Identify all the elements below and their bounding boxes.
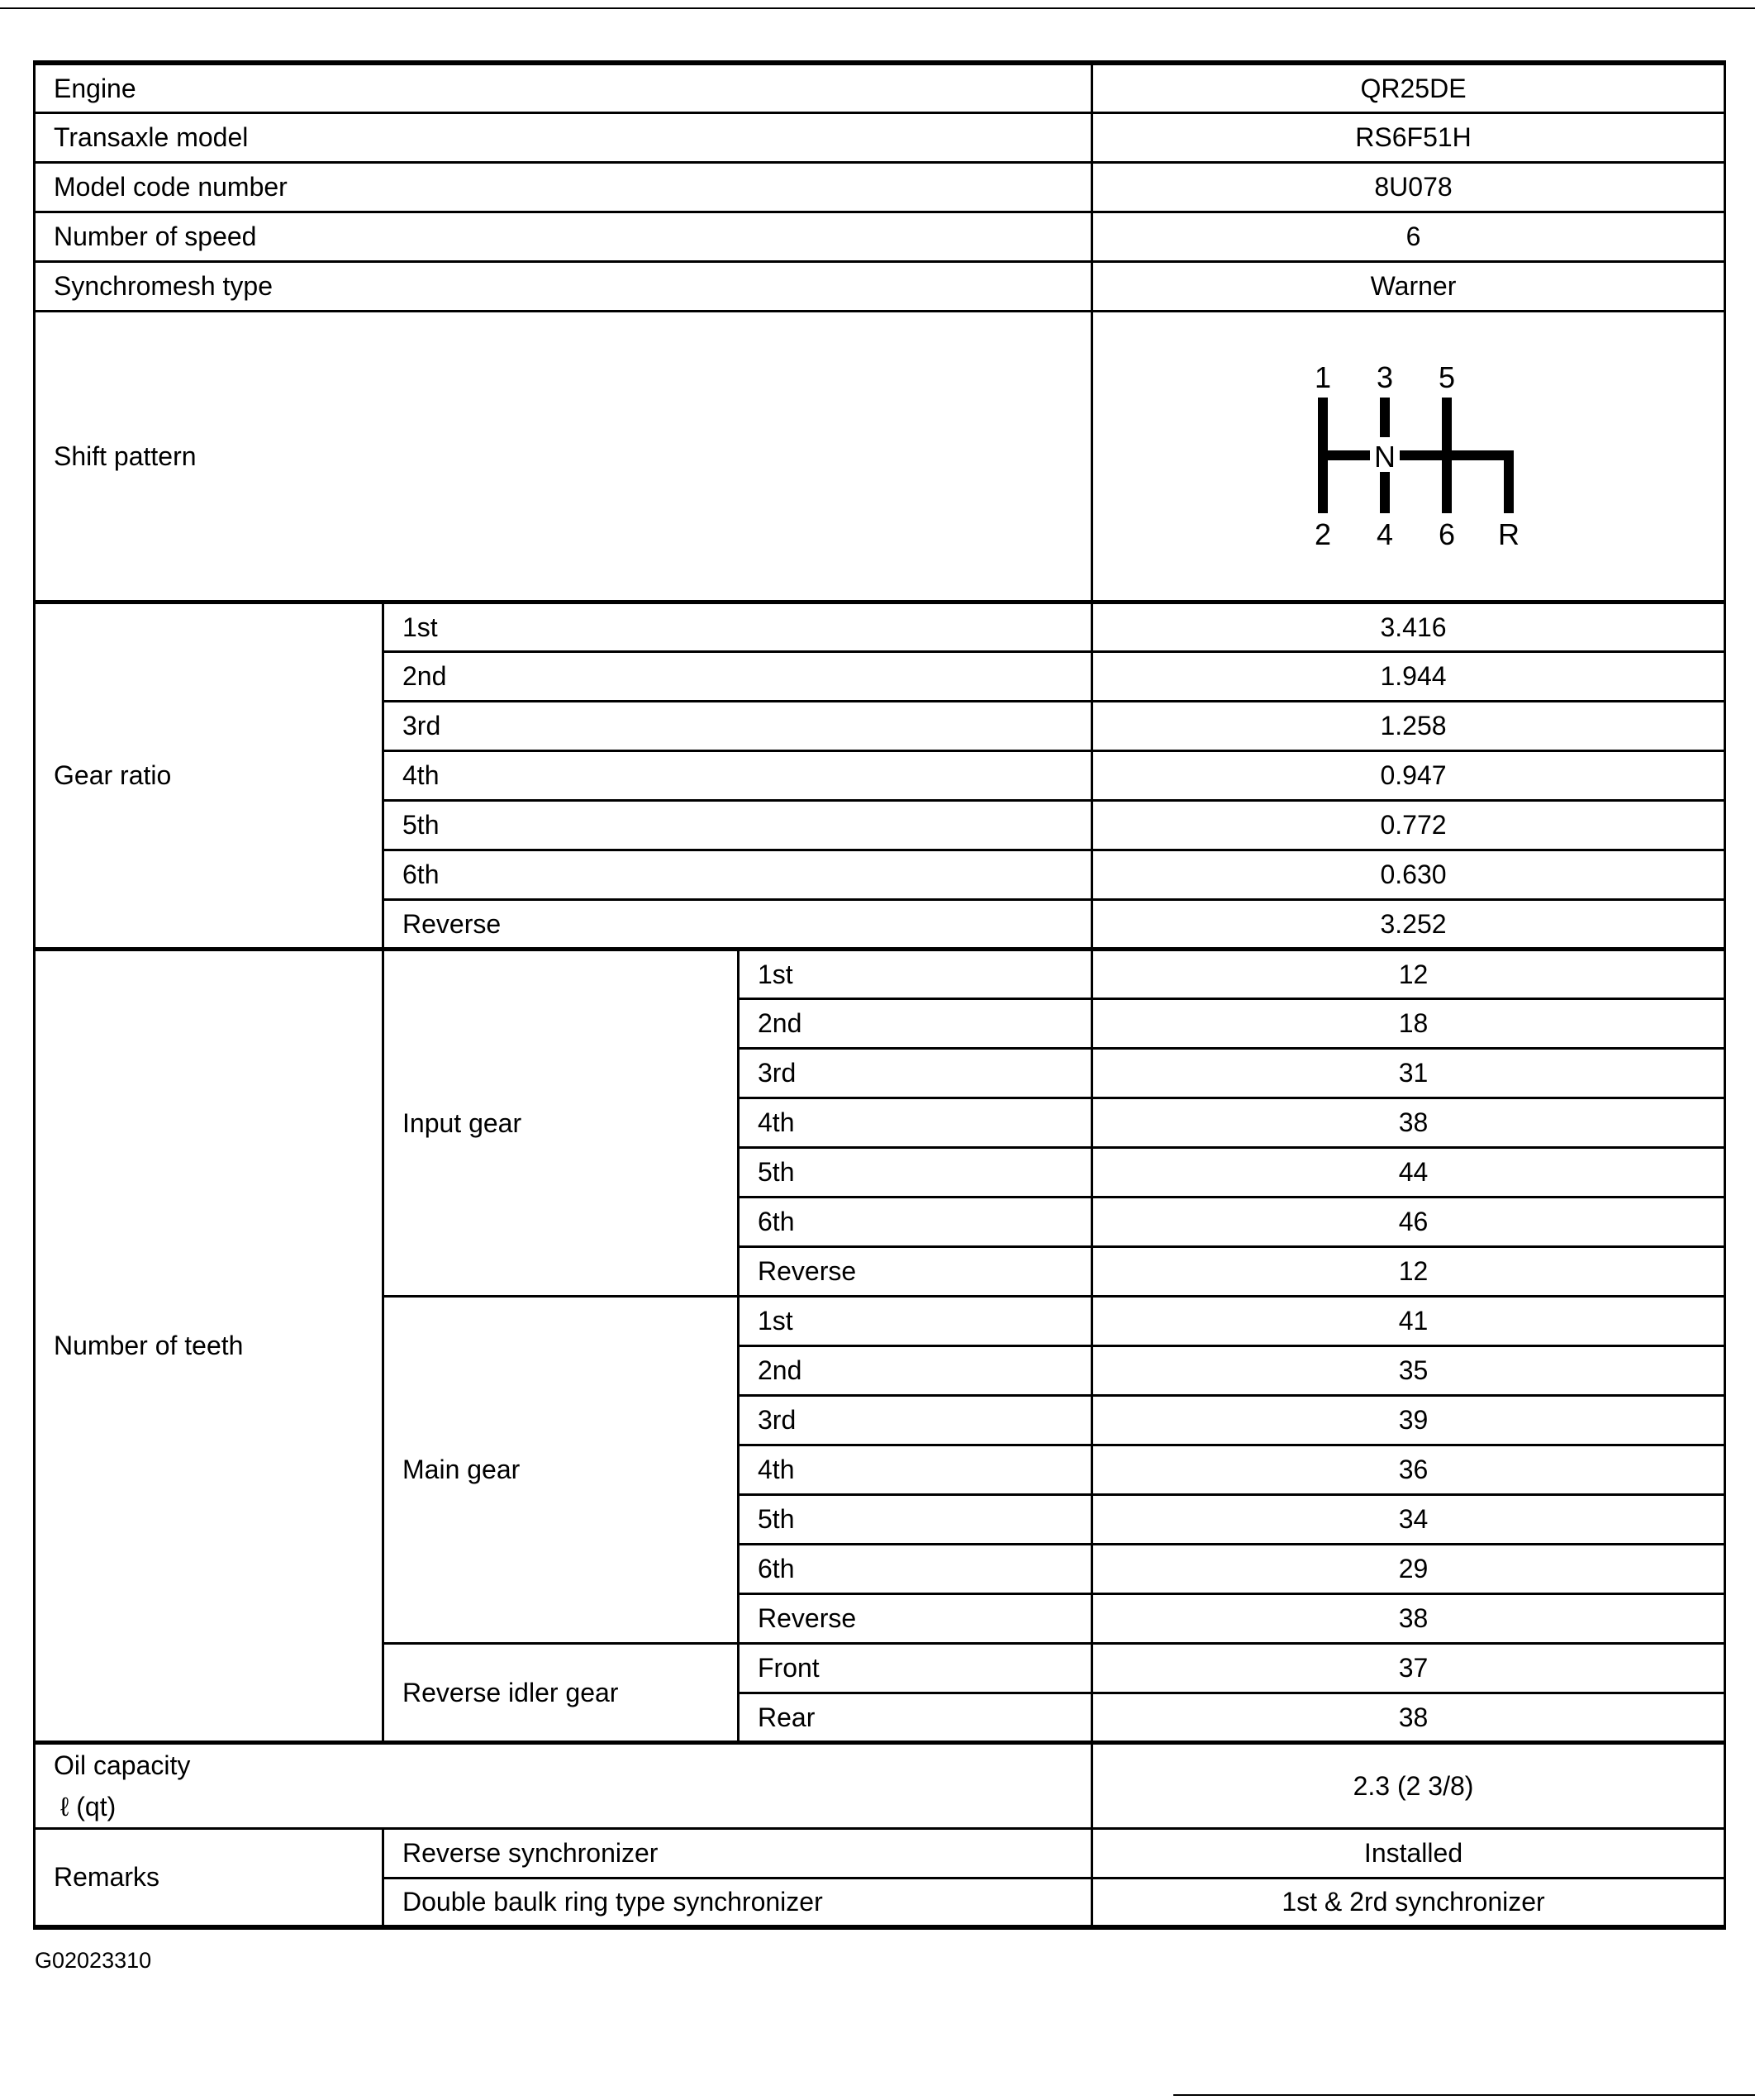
reverse-idler-rear-label: Rear bbox=[739, 1693, 1092, 1742]
scan-artifact-line bbox=[1173, 2094, 1755, 2096]
gear-ratio-4th-value: 0.947 bbox=[1092, 750, 1725, 800]
main-gear-5th-value: 34 bbox=[1092, 1494, 1725, 1544]
shift-label-1: 1 bbox=[1314, 360, 1331, 394]
table-row-engine bbox=[35, 63, 1725, 112]
main-gear-1st-label: 1st bbox=[739, 1296, 1092, 1345]
table-row-remarks-reverse-synchronizer bbox=[35, 1828, 1725, 1878]
main-gear-5th-label: 5th bbox=[739, 1494, 1092, 1544]
table-row-synchromesh-type bbox=[35, 261, 1725, 311]
gear-ratio-label: Gear ratio bbox=[35, 602, 383, 949]
main-gear-4th-value: 36 bbox=[1092, 1445, 1725, 1494]
remarks-double-baulk-value: 1st & 2rd synchronizer bbox=[1092, 1878, 1725, 1927]
number-of-teeth-label: Number of teeth bbox=[35, 949, 383, 1742]
oil-capacity-value: 2.3 (2 3/8) bbox=[1092, 1742, 1725, 1828]
table-row-input-gear-1st bbox=[35, 949, 1725, 998]
gear-ratio-5th-label: 5th bbox=[383, 800, 1092, 850]
reverse-idler-rear-value: 38 bbox=[1092, 1693, 1725, 1742]
shift-pattern-label: Shift pattern bbox=[35, 311, 1092, 602]
main-gear-label: Main gear bbox=[383, 1296, 739, 1643]
gear-ratio-reverse-value: 3.252 bbox=[1092, 899, 1725, 949]
main-gear-2nd-label: 2nd bbox=[739, 1345, 1092, 1395]
input-gear-3rd-label: 3rd bbox=[739, 1048, 1092, 1098]
main-gear-3rd-label: 3rd bbox=[739, 1395, 1092, 1445]
main-gear-2nd-value: 35 bbox=[1092, 1345, 1725, 1395]
main-gear-4th-label: 4th bbox=[739, 1445, 1092, 1494]
shift-pattern-cell bbox=[1092, 311, 1725, 602]
transaxle-spec-table bbox=[33, 60, 1726, 1930]
gear-ratio-1st-label: 1st bbox=[383, 602, 1092, 651]
remarks-label: Remarks bbox=[35, 1828, 383, 1927]
gear-ratio-4th-label: 4th bbox=[383, 750, 1092, 800]
input-gear-4th-label: 4th bbox=[739, 1098, 1092, 1147]
oil-capacity-label-line2: ℓ (qt) bbox=[60, 1791, 117, 1821]
gear-ratio-3rd-value: 1.258 bbox=[1092, 701, 1725, 750]
shift-label-r: R bbox=[1497, 517, 1520, 551]
transaxle-model-value: RS6F51H bbox=[1092, 112, 1725, 162]
input-gear-reverse-value: 12 bbox=[1092, 1246, 1725, 1296]
input-gear-reverse-label: Reverse bbox=[739, 1246, 1092, 1296]
main-gear-3rd-value: 39 bbox=[1092, 1395, 1725, 1445]
reverse-idler-front-value: 37 bbox=[1092, 1643, 1725, 1693]
input-gear-5th-value: 44 bbox=[1092, 1147, 1725, 1197]
input-gear-5th-label: 5th bbox=[739, 1147, 1092, 1197]
scan-artifact-line bbox=[0, 7, 1755, 9]
gear-ratio-6th-label: 6th bbox=[383, 850, 1092, 899]
gear-ratio-6th-value: 0.630 bbox=[1092, 850, 1725, 899]
transaxle-model-label: Transaxle model bbox=[35, 112, 1092, 162]
shift-label-4: 4 bbox=[1376, 517, 1393, 551]
shift-label-5: 5 bbox=[1438, 360, 1455, 394]
input-gear-label: Input gear bbox=[383, 949, 739, 1296]
main-gear-1st-value: 41 bbox=[1092, 1296, 1725, 1345]
shift-label-6: 6 bbox=[1438, 517, 1455, 551]
number-of-speed-label: Number of speed bbox=[35, 212, 1092, 261]
table-row-gear-ratio-1st bbox=[35, 602, 1725, 651]
gear-ratio-3rd-label: 3rd bbox=[383, 701, 1092, 750]
neutral-label: N bbox=[1373, 439, 1396, 474]
remarks-double-baulk-label: Double baulk ring type synchronizer bbox=[383, 1878, 1092, 1927]
reverse-idler-gear-label: Reverse idler gear bbox=[383, 1643, 739, 1742]
gear-ratio-2nd-label: 2nd bbox=[383, 651, 1092, 701]
table-row-model-code bbox=[35, 162, 1725, 212]
shift-pattern-diagram bbox=[1298, 361, 1529, 551]
number-of-speed-value: 6 bbox=[1092, 212, 1725, 261]
table-row-transaxle-model bbox=[35, 112, 1725, 162]
input-gear-6th-value: 46 bbox=[1092, 1197, 1725, 1246]
table-row-oil-capacity bbox=[35, 1742, 1725, 1828]
input-gear-6th-label: 6th bbox=[739, 1197, 1092, 1246]
input-gear-3rd-value: 31 bbox=[1092, 1048, 1725, 1098]
table-row-shift-pattern bbox=[35, 311, 1725, 602]
remarks-reverse-synchronizer-label: Reverse synchronizer bbox=[383, 1828, 1092, 1878]
table-row-number-of-speed bbox=[35, 212, 1725, 261]
gear-ratio-reverse-label: Reverse bbox=[383, 899, 1092, 949]
figure-code: G02023310 bbox=[35, 1948, 152, 1973]
gear-ratio-1st-value: 3.416 bbox=[1092, 602, 1725, 651]
main-gear-6th-label: 6th bbox=[739, 1544, 1092, 1593]
oil-capacity-label-line1: Oil capacity bbox=[54, 1750, 191, 1780]
shift-label-2: 2 bbox=[1314, 517, 1331, 551]
input-gear-2nd-value: 18 bbox=[1092, 998, 1725, 1048]
gear-ratio-2nd-value: 1.944 bbox=[1092, 651, 1725, 701]
main-gear-reverse-value: 38 bbox=[1092, 1593, 1725, 1643]
reverse-idler-front-label: Front bbox=[739, 1643, 1092, 1693]
remarks-reverse-synchronizer-value: Installed bbox=[1092, 1828, 1725, 1878]
input-gear-4th-value: 38 bbox=[1092, 1098, 1725, 1147]
synchromesh-type-label: Synchromesh type bbox=[35, 261, 1092, 311]
shift-label-3: 3 bbox=[1376, 360, 1393, 394]
main-gear-6th-value: 29 bbox=[1092, 1544, 1725, 1593]
synchromesh-type-value: Warner bbox=[1092, 261, 1725, 311]
main-gear-reverse-label: Reverse bbox=[739, 1593, 1092, 1643]
engine-value: QR25DE bbox=[1092, 63, 1725, 112]
input-gear-1st-value: 12 bbox=[1092, 949, 1725, 998]
engine-label: Engine bbox=[35, 63, 1092, 112]
input-gear-2nd-label: 2nd bbox=[739, 998, 1092, 1048]
model-code-value: 8U078 bbox=[1092, 162, 1725, 212]
oil-capacity-label bbox=[35, 1742, 1092, 1828]
model-code-label: Model code number bbox=[35, 162, 1092, 212]
gear-ratio-5th-value: 0.772 bbox=[1092, 800, 1725, 850]
input-gear-1st-label: 1st bbox=[739, 949, 1092, 998]
